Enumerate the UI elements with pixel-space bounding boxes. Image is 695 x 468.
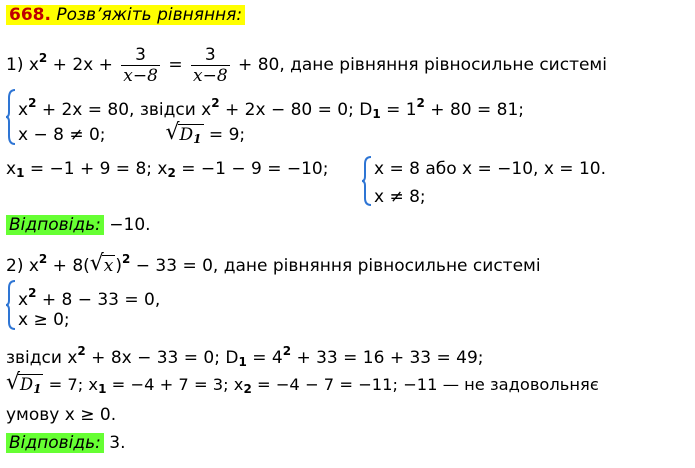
task-instruction: Розв’яжіть рівняння: <box>56 5 243 25</box>
p1-s2-t1: x − 8 ≠ 0; <box>18 125 106 145</box>
p2-d-sub: 1 <box>238 355 247 369</box>
p1-s1-t2: + 2x = 80, звідси x <box>36 100 212 120</box>
p2-l1-sq1: 2 <box>38 252 48 266</box>
p2-r-t3: = −4 − 7 = −11; −11 — не задовольняє <box>251 375 599 394</box>
p1-frac1-num: 3 <box>135 44 146 65</box>
p1-r-t1: x <box>6 159 17 179</box>
p2-r-s2: 2 <box>243 382 252 396</box>
p1-s1-sq3: 2 <box>416 96 425 110</box>
p2-system-line-1 <box>18 282 160 311</box>
p1-l1-eq: = <box>162 55 188 75</box>
p1-s1-t1: x <box>18 100 29 120</box>
p2-d-t2: + 8x − 33 = 0; D <box>85 348 239 368</box>
p1-system2-line-2: x ≠ 8; <box>374 187 426 207</box>
p2-system-line-2: x ≥ 0; <box>18 310 70 330</box>
p2-equation-line <box>6 248 541 277</box>
p1-s1-t5: + 80 = 81; <box>424 100 525 120</box>
p1-system-line-1 <box>18 92 524 125</box>
p2-s1-sq: 2 <box>28 286 37 300</box>
p2-l1-t3: ) <box>115 256 123 276</box>
p1-answer-line <box>6 214 151 236</box>
p1-s2-t2: = 9; <box>203 125 246 145</box>
p2-answer-value: 3. <box>103 433 126 453</box>
p1-r-t2: = −1 + 9 = 8; x <box>24 159 168 179</box>
title-highlight <box>6 5 245 25</box>
p1-l1-sq: 2 <box>38 51 48 65</box>
p1-sqrt-d1: √ $D_1$ <box>165 120 202 146</box>
p1-frac2-num: 3 <box>204 44 216 65</box>
p1-sqrt-d1-sub: 1 <box>193 132 202 146</box>
p1-system-brace-icon <box>5 88 17 146</box>
p1-s1-sq2: 2 <box>211 96 220 110</box>
p1-frac2-den: x−8 <box>192 65 228 86</box>
p2-sqrt-d1: √ $D_1$ <box>6 370 42 396</box>
p1-l1-mid: + 2x + <box>47 55 119 75</box>
p2-r-t1: = 7; x <box>43 375 99 394</box>
p2-l1-sq2: 2 <box>122 252 131 266</box>
p1-r-t3: = −1 − 9 = −10; <box>175 159 329 179</box>
p1-fraction-2 <box>191 45 230 86</box>
p1-equation-line <box>6 36 607 87</box>
p1-system2-line-1: x = 8 або x = −10, x = 10. <box>374 159 606 179</box>
p1-fraction-1 <box>121 45 160 86</box>
p1-l1-prefix: 1) x <box>6 55 39 75</box>
p1-answer-label: Відповідь: <box>6 215 104 235</box>
p1-sqrt-d1-letter: D <box>179 125 194 145</box>
p1-system2-brace-icon <box>361 155 373 207</box>
p2-d-t3: = 4 <box>246 348 283 368</box>
p2-roots-line <box>6 370 599 400</box>
p2-l1-t4: − 33 = 0, дане рівняння рівносильне системі <box>130 256 541 276</box>
p2-sqrt-x: √ x <box>89 251 114 276</box>
p2-d-t4: + 33 = 16 + 33 = 49; <box>291 348 484 368</box>
p2-d-sq1: 2 <box>77 344 86 358</box>
p2-r-s1: 1 <box>98 382 107 396</box>
p1-r-s2: 2 <box>167 166 176 180</box>
p2-r-t2: = −4 + 7 = 3; x <box>106 375 244 394</box>
p2-condition-line: умову x ≥ 0. <box>6 405 117 425</box>
p2-answer-line <box>6 432 126 454</box>
task-title <box>6 4 245 26</box>
p1-l1-suffix: + 80, дане рівняння рівносильне системі <box>232 55 607 75</box>
task-number: 668. <box>9 5 51 25</box>
p2-discriminant-line <box>6 340 484 373</box>
p1-s1-sq1: 2 <box>28 96 37 110</box>
p1-s1-t3: + 2x − 80 = 0; D <box>219 100 373 120</box>
p1-r-s1: 1 <box>16 166 25 180</box>
p2-d-sq2: 2 <box>282 344 292 358</box>
p1-answer-value: −10. <box>103 215 151 235</box>
p2-s1-t2: + 8 − 33 = 0, <box>36 290 161 310</box>
p2-sqrt-x-letter: x <box>103 256 114 276</box>
p1-roots-line <box>6 158 328 184</box>
p2-sqrt-d1-sub: 1 <box>33 382 42 396</box>
p1-s1-t4: = 1 <box>380 100 417 120</box>
p2-d-t1: звідси x <box>6 348 78 368</box>
p2-l1-t1: 2) x <box>6 256 39 276</box>
p2-sqrt-d1-letter: D <box>20 375 34 394</box>
p2-answer-label: Відповідь: <box>6 433 104 453</box>
p2-s1-t1: x <box>18 290 29 310</box>
p2-l1-t2: + 8( <box>47 256 90 276</box>
p1-system-line-2 <box>18 120 246 150</box>
p1-frac1-den: x−8 <box>123 65 158 86</box>
p2-system-brace-icon <box>5 279 17 331</box>
p1-s1-sub1: 1 <box>372 107 381 121</box>
